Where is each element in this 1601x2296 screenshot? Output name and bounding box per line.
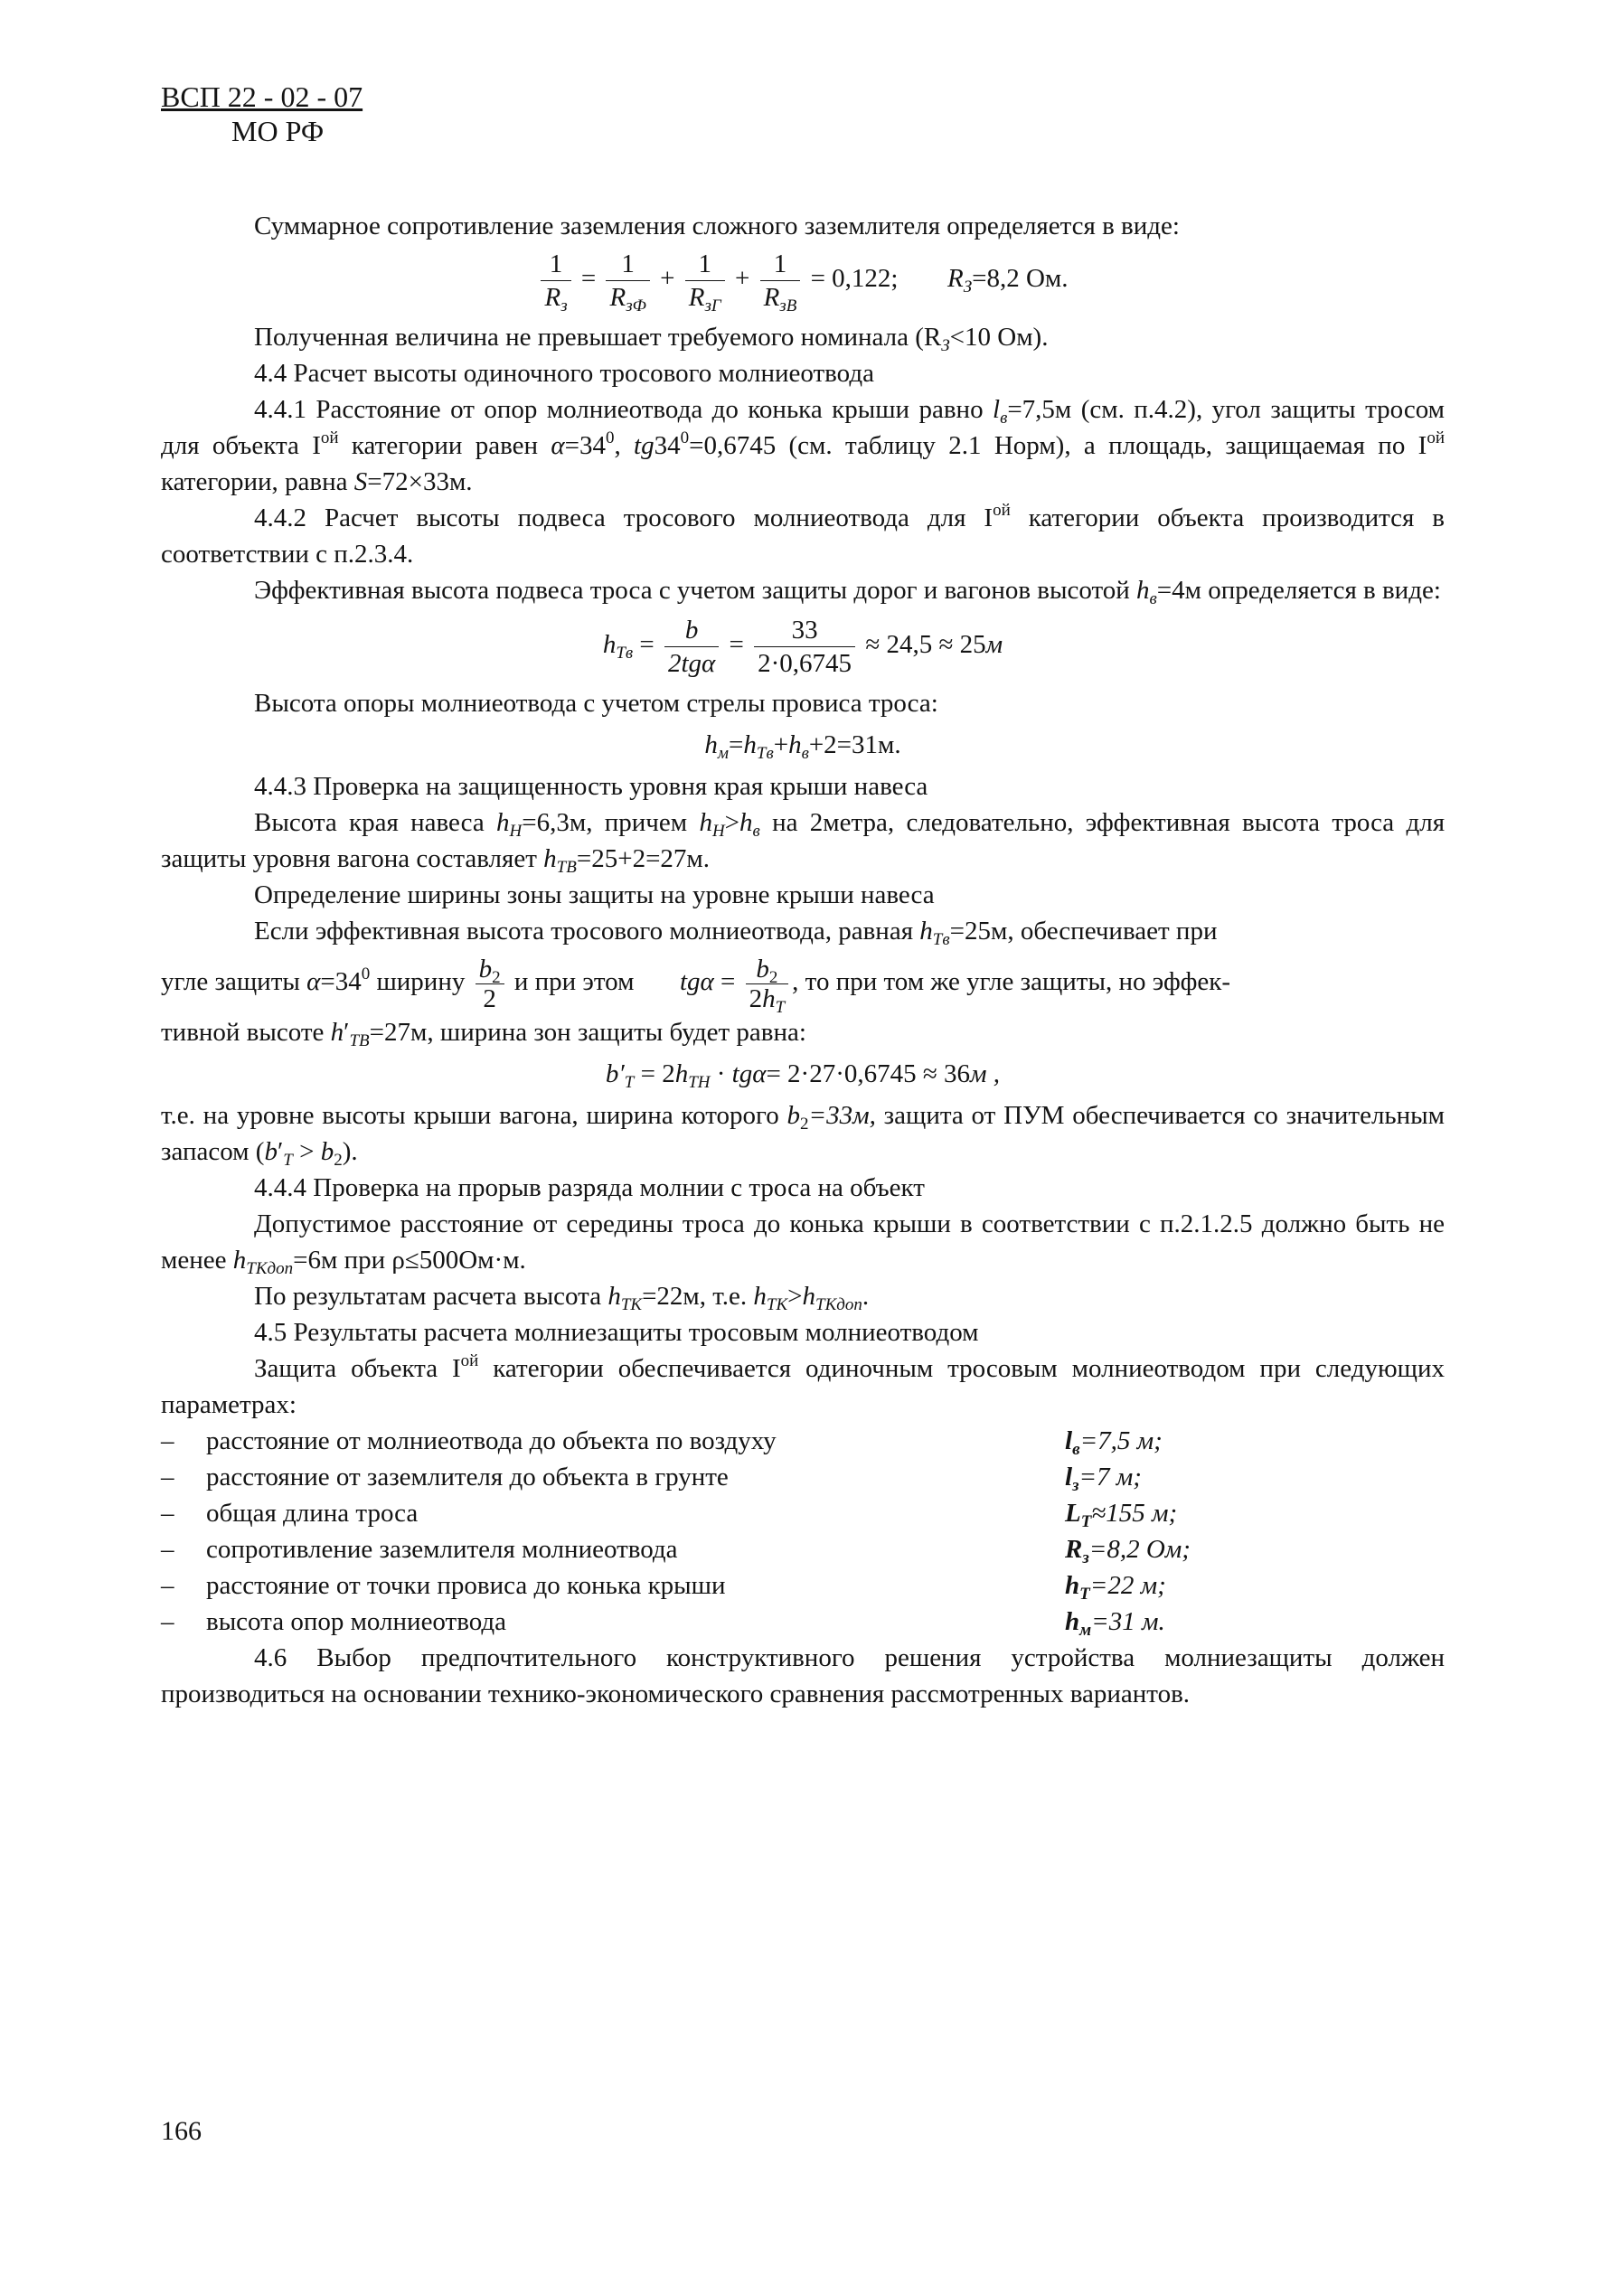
fraction-b2-over-2: $\frac{b_2}{2}$ [476, 955, 504, 1013]
paragraph-edge-height: Высота края навеса $h_H=6,3м$, причем $h_H>h_в$ на 2метра, следовательно, эффективная высота троса для защиты уровня вагона составляет $h_{TB}=25+2=27м$. [161, 808, 1446, 877]
paragraph-support-height: Высота опоры молниеотвода с учетом стрелы провиса троса: [254, 689, 938, 718]
fraction-g: $\frac{1}{R_{зГ}}$ [685, 248, 725, 314]
formula-r-value: =8,2 Ом. [972, 264, 1069, 294]
paragraph-ie: т.е. на уровне высоты крыши вагона, ширина которого $b_2=33м$, защита от ПУМ обеспечивается со значительным запасом $(b'_T > b_2)$. [161, 1101, 1446, 1170]
paragraph-angle: угле защиты $\alpha=34^0$ ширину $\frac{b_2}{2}$ и при этом tgα = $\frac{b_2}{2h_T}$ , то при том же угле защиты, но эффек- [161, 954, 1231, 1017]
fraction-phi: $\frac{1}{R_{зФ}}$ [606, 248, 649, 314]
formula-width: $b'_T = 2h_{TH} \cdot tg\alpha= 2\cdot 27\cdot 0,6745 \approx 36м$ , [605, 1059, 1001, 1092]
organization-label: МО РФ [231, 115, 325, 147]
list-item: – расстояние от молниеотвода до объекта по воздуху $l_в=7,5$ м; [161, 1426, 1163, 1459]
list-item: – сопротивление заземлителя молниеотвода $R_з=8,2$ Ом; [161, 1535, 1191, 1567]
paragraph-4-6: 4.6 Выбор предпочтительного конструктивного решения устройства молниезащиты должен производиться на основании технико-экономического сравнения рассмотренных вариантов. [161, 1643, 1445, 1708]
formula-effective-height: $h_{Tв}$ = $\frac{b}{\text{2tgα}}$ = $\frac{33}{2\cdot 0,6745}$ ≈ 24,5 ≈ 25м [602, 616, 1003, 678]
list-item: – высота опор молниеотвода $h_м=31$ м. [161, 1607, 1165, 1640]
formula-total-resistance: $\frac{1}{R_з}$ = $\frac{1}{R_{зФ}}$ + $\frac{1}{R_{зГ}}$ + $\frac{1}{R_{зВ}}$ = 0,122; $R_З=8,2$ Ом. [161, 248, 1445, 314]
parameters-list [161, 1423, 1445, 1640]
paragraph-result: Полученная величина не превышает требуемого номинала ($R_З<10$ Ом). [254, 323, 1049, 355]
fraction-numeric: $\frac{33}{2\cdot 0,6745}$ [754, 614, 855, 680]
paragraph-if-effective: Если эффективная высота тросового молниеотвода, равная $h_{Tв}=25м$, обеспечивает при [254, 917, 1218, 949]
fraction-b2-over-2hT: $\frac{b_2}{2h_T}$ [746, 955, 789, 1013]
paragraph-allowable: Допустимое расстояние от середины троса до конька крыши в соответствии с п.2.1.2.5 должно быть не менее $h_{TKдоп}=6м$ при ρ≤500Ом·м. [161, 1209, 1445, 1278]
list-item: – расстояние от точки провиса до конька крыши $h_T=22$ м; [161, 1571, 1166, 1604]
paragraph-effective-height: Эффективная высота подвеса троса с учетом защиты дорог и вагонов высотой $h_в=4м$ определяется в виде: [254, 576, 1441, 608]
heading-4-4-3: 4.4.3 Проверка на защищенность уровня края крыши навеса [254, 772, 928, 801]
fraction-total: $\frac{1}{R_з}$ [541, 248, 570, 314]
formula-support-height: $h_м=h_{Tв}+h_в+2=31м$. [704, 730, 901, 763]
paragraph-4-4-2: 4.4.2 Расчет высоты подвеса тросового молниеотвода для $I^{ой}$ категории объекта производится в соответствии с п.2.3.4. [161, 501, 1445, 569]
paragraph-effective-27: тивной высоте $h'_{TB}=27м$, ширина зон защиты будет равна: [161, 1018, 806, 1050]
page-header [161, 80, 363, 148]
list-item: – общая длина троса $L_T\approx 155$ м; [161, 1499, 1178, 1531]
list-item: – расстояние от заземлителя до объекта в грунте $l_з=7$ м; [161, 1463, 1142, 1495]
paragraph-calc-result: По результатам расчета высота $h_{TK}=22м$, т.е. $h_{TK}>h_{TKдоп}$. [254, 1282, 870, 1314]
formula-total-result: = 0,122; [810, 264, 899, 294]
page-number: 166 [161, 2116, 202, 2146]
document-body [161, 208, 1445, 1712]
document-code: ВСП 22 - 02 - 07 [161, 80, 363, 113]
paragraph-4-4-1: 4.4.1 Расстояние от опор молниеотвода до конька крыши равно $l_в=7,5м$ (см. п.4.2), угол защиты тросом для объекта $I^{ой}$ категории равен $\alpha=34^0$, $tg34^0=0,6745$ (см. таблицу 2.1 Норм), а площадь, защищаемая по $I^{ой}$ категории, равна S=72×33м. [161, 395, 1446, 496]
heading-4-4: 4.4 Расчет высоты одиночного тросового молниеотвода [254, 359, 874, 388]
heading-4-4-4: 4.4.4 Проверка на прорыв разряда молнии с троса на объект [254, 1173, 925, 1202]
paragraph-protection: Защита объекта $I^{ой}$ категории обеспечивается одиночным тросовым молниеотводом при следующих параметрах: [161, 1351, 1445, 1419]
paragraph-width-definition: Определение ширины зоны защиты на уровне крыши навеса [254, 880, 935, 909]
fraction-v: $\frac{1}{R_{зВ}}$ [760, 248, 801, 314]
heading-4-5: 4.5 Результаты расчета молниезащиты тросовым молниеотводом [254, 1318, 979, 1347]
fraction-b-over-2tg: $\frac{b}{\text{2tgα}}$ [664, 614, 719, 680]
paragraph-intro: Суммарное сопротивление заземления сложного заземлителя определяется в виде: [254, 212, 1180, 240]
